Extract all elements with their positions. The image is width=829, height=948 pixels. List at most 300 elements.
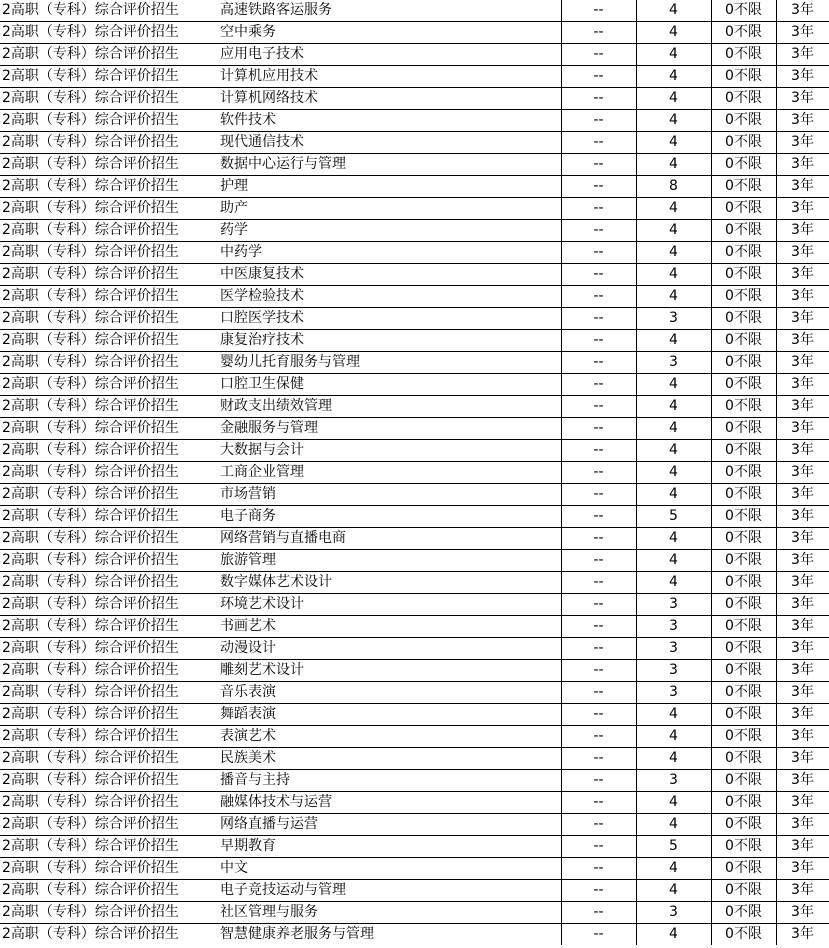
restriction-cell: 0不限 <box>711 418 776 440</box>
duration-cell: 3年 <box>776 770 829 792</box>
enrollment-type-cell: 2高职（专科）综合评价招生 <box>0 440 218 462</box>
restriction-cell: 0不限 <box>711 66 776 88</box>
major-name-cell: 婴幼儿托育服务与管理 <box>218 352 561 374</box>
subject-requirement-cell: -- <box>561 110 636 132</box>
table-row <box>0 748 829 770</box>
plan-count-cell: 8 <box>636 176 711 198</box>
plan-count-cell: 4 <box>636 66 711 88</box>
enrollment-type-cell: 2高职（专科）综合评价招生 <box>0 616 218 638</box>
plan-count-cell: 4 <box>636 726 711 748</box>
enrollment-type-cell: 2高职（专科）综合评价招生 <box>0 0 218 22</box>
major-name-cell: 药学 <box>218 220 561 242</box>
restriction-cell: 0不限 <box>711 572 776 594</box>
table-row <box>0 792 829 814</box>
plan-count-cell: 4 <box>636 924 711 946</box>
restriction-cell: 0不限 <box>711 308 776 330</box>
restriction-cell: 0不限 <box>711 594 776 616</box>
table-row <box>0 770 829 792</box>
enrollment-type-cell: 2高职（专科）综合评价招生 <box>0 154 218 176</box>
plan-count-cell: 5 <box>636 506 711 528</box>
plan-count-cell: 4 <box>636 220 711 242</box>
table-row <box>0 352 829 374</box>
table-row <box>0 924 829 946</box>
restriction-cell: 0不限 <box>711 330 776 352</box>
plan-count-cell: 3 <box>636 594 711 616</box>
restriction-cell: 0不限 <box>711 462 776 484</box>
table-row <box>0 396 829 418</box>
table-row <box>0 154 829 176</box>
enrollment-type-cell: 2高职（专科）综合评价招生 <box>0 726 218 748</box>
restriction-cell: 0不限 <box>711 858 776 880</box>
subject-requirement-cell: -- <box>561 264 636 286</box>
restriction-cell: 0不限 <box>711 88 776 110</box>
duration-cell: 3年 <box>776 726 829 748</box>
duration-cell: 3年 <box>776 330 829 352</box>
enrollment-type-cell: 2高职（专科）综合评价招生 <box>0 198 218 220</box>
table-row <box>0 704 829 726</box>
duration-cell: 3年 <box>776 242 829 264</box>
subject-requirement-cell: -- <box>561 0 636 22</box>
enrollment-type-cell: 2高职（专科）综合评价招生 <box>0 594 218 616</box>
plan-count-cell: 4 <box>636 418 711 440</box>
restriction-cell: 0不限 <box>711 726 776 748</box>
table-row <box>0 638 829 660</box>
enrollment-type-cell: 2高职（专科）综合评价招生 <box>0 902 218 924</box>
table-row <box>0 132 829 154</box>
table-row <box>0 44 829 66</box>
subject-requirement-cell: -- <box>561 308 636 330</box>
duration-cell: 3年 <box>776 528 829 550</box>
plan-count-cell: 4 <box>636 462 711 484</box>
subject-requirement-cell: -- <box>561 836 636 858</box>
plan-count-cell: 4 <box>636 242 711 264</box>
table-row <box>0 858 829 880</box>
major-name-cell: 数据中心运行与管理 <box>218 154 561 176</box>
duration-cell: 3年 <box>776 286 829 308</box>
duration-cell: 3年 <box>776 418 829 440</box>
table-row <box>0 264 829 286</box>
table-row <box>0 440 829 462</box>
subject-requirement-cell: -- <box>561 66 636 88</box>
subject-requirement-cell: -- <box>561 572 636 594</box>
table-row <box>0 682 829 704</box>
restriction-cell: 0不限 <box>711 154 776 176</box>
subject-requirement-cell: -- <box>561 660 636 682</box>
restriction-cell: 0不限 <box>711 374 776 396</box>
table-row <box>0 242 829 264</box>
restriction-cell: 0不限 <box>711 220 776 242</box>
table-row <box>0 660 829 682</box>
major-name-cell: 现代通信技术 <box>218 132 561 154</box>
enrollment-type-cell: 2高职（专科）综合评价招生 <box>0 132 218 154</box>
restriction-cell: 0不限 <box>711 440 776 462</box>
duration-cell: 3年 <box>776 748 829 770</box>
duration-cell: 3年 <box>776 858 829 880</box>
subject-requirement-cell: -- <box>561 132 636 154</box>
subject-requirement-cell: -- <box>561 198 636 220</box>
major-name-cell: 播音与主持 <box>218 770 561 792</box>
subject-requirement-cell: -- <box>561 154 636 176</box>
major-name-cell: 口腔卫生保健 <box>218 374 561 396</box>
plan-count-cell: 3 <box>636 660 711 682</box>
major-name-cell: 电子商务 <box>218 506 561 528</box>
plan-count-cell: 4 <box>636 264 711 286</box>
table-row <box>0 836 829 858</box>
plan-count-cell: 4 <box>636 374 711 396</box>
duration-cell: 3年 <box>776 594 829 616</box>
plan-count-cell: 4 <box>636 110 711 132</box>
major-name-cell: 中医康复技术 <box>218 264 561 286</box>
restriction-cell: 0不限 <box>711 550 776 572</box>
plan-count-cell: 3 <box>636 902 711 924</box>
major-name-cell: 雕刻艺术设计 <box>218 660 561 682</box>
subject-requirement-cell: -- <box>561 704 636 726</box>
subject-requirement-cell: -- <box>561 330 636 352</box>
restriction-cell: 0不限 <box>711 506 776 528</box>
duration-cell: 3年 <box>776 550 829 572</box>
enrollment-type-cell: 2高职（专科）综合评价招生 <box>0 462 218 484</box>
subject-requirement-cell: -- <box>561 352 636 374</box>
plan-count-cell: 5 <box>636 836 711 858</box>
major-name-cell: 中药学 <box>218 242 561 264</box>
restriction-cell: 0不限 <box>711 638 776 660</box>
plan-count-cell: 4 <box>636 484 711 506</box>
table-row <box>0 176 829 198</box>
subject-requirement-cell: -- <box>561 462 636 484</box>
major-name-cell: 助产 <box>218 198 561 220</box>
restriction-cell: 0不限 <box>711 22 776 44</box>
table-row <box>0 506 829 528</box>
plan-count-cell: 3 <box>636 770 711 792</box>
table-row <box>0 462 829 484</box>
table-row <box>0 814 829 836</box>
duration-cell: 3年 <box>776 880 829 902</box>
subject-requirement-cell: -- <box>561 242 636 264</box>
major-name-cell: 计算机网络技术 <box>218 88 561 110</box>
enrollment-type-cell: 2高职（专科）综合评价招生 <box>0 286 218 308</box>
major-name-cell: 中文 <box>218 858 561 880</box>
table-row <box>0 880 829 902</box>
enrollment-type-cell: 2高职（专科）综合评价招生 <box>0 44 218 66</box>
major-name-cell: 网络营销与直播电商 <box>218 528 561 550</box>
major-name-cell: 早期教育 <box>218 836 561 858</box>
plan-count-cell: 4 <box>636 44 711 66</box>
plan-count-cell: 4 <box>636 880 711 902</box>
enrollment-type-cell: 2高职（专科）综合评价招生 <box>0 396 218 418</box>
restriction-cell: 0不限 <box>711 682 776 704</box>
subject-requirement-cell: -- <box>561 484 636 506</box>
plan-count-cell: 4 <box>636 572 711 594</box>
enrollment-type-cell: 2高职（专科）综合评价招生 <box>0 176 218 198</box>
restriction-cell: 0不限 <box>711 814 776 836</box>
duration-cell: 3年 <box>776 176 829 198</box>
major-name-cell: 口腔医学技术 <box>218 308 561 330</box>
subject-requirement-cell: -- <box>561 880 636 902</box>
subject-requirement-cell: -- <box>561 638 636 660</box>
subject-requirement-cell: -- <box>561 858 636 880</box>
restriction-cell: 0不限 <box>711 132 776 154</box>
restriction-cell: 0不限 <box>711 264 776 286</box>
table-row <box>0 374 829 396</box>
major-name-cell: 环境艺术设计 <box>218 594 561 616</box>
enrollment-type-cell: 2高职（专科）综合评价招生 <box>0 330 218 352</box>
enrollment-type-cell: 2高职（专科）综合评价招生 <box>0 836 218 858</box>
major-name-cell: 旅游管理 <box>218 550 561 572</box>
plan-count-cell: 4 <box>636 858 711 880</box>
major-name-cell: 护理 <box>218 176 561 198</box>
major-name-cell: 空中乘务 <box>218 22 561 44</box>
duration-cell: 3年 <box>776 506 829 528</box>
subject-requirement-cell: -- <box>561 726 636 748</box>
restriction-cell: 0不限 <box>711 484 776 506</box>
enrollment-type-cell: 2高职（专科）综合评价招生 <box>0 352 218 374</box>
table-row <box>0 594 829 616</box>
plan-count-cell: 4 <box>636 22 711 44</box>
subject-requirement-cell: -- <box>561 792 636 814</box>
duration-cell: 3年 <box>776 902 829 924</box>
major-name-cell: 金融服务与管理 <box>218 418 561 440</box>
major-name-cell: 工商企业管理 <box>218 462 561 484</box>
table-row <box>0 616 829 638</box>
table-row <box>0 220 829 242</box>
table-row <box>0 110 829 132</box>
restriction-cell: 0不限 <box>711 748 776 770</box>
subject-requirement-cell: -- <box>561 286 636 308</box>
plan-count-cell: 4 <box>636 88 711 110</box>
enrollment-type-cell: 2高职（专科）综合评价招生 <box>0 264 218 286</box>
restriction-cell: 0不限 <box>711 176 776 198</box>
plan-count-cell: 4 <box>636 440 711 462</box>
major-name-cell: 高速铁路客运服务 <box>218 0 561 22</box>
table-row <box>0 484 829 506</box>
major-name-cell: 民族美术 <box>218 748 561 770</box>
duration-cell: 3年 <box>776 638 829 660</box>
major-name-cell: 音乐表演 <box>218 682 561 704</box>
major-name-cell: 市场营销 <box>218 484 561 506</box>
subject-requirement-cell: -- <box>561 176 636 198</box>
major-name-cell: 应用电子技术 <box>218 44 561 66</box>
restriction-cell: 0不限 <box>711 880 776 902</box>
table-row <box>0 550 829 572</box>
enrollment-type-cell: 2高职（专科）综合评价招生 <box>0 110 218 132</box>
duration-cell: 3年 <box>776 374 829 396</box>
plan-count-cell: 4 <box>636 550 711 572</box>
table-row <box>0 726 829 748</box>
restriction-cell: 0不限 <box>711 396 776 418</box>
subject-requirement-cell: -- <box>561 220 636 242</box>
major-name-cell: 智慧健康养老服务与管理 <box>218 924 561 946</box>
enrollment-type-cell: 2高职（专科）综合评价招生 <box>0 374 218 396</box>
subject-requirement-cell: -- <box>561 924 636 946</box>
major-name-cell: 社区管理与服务 <box>218 902 561 924</box>
duration-cell: 3年 <box>776 198 829 220</box>
enrollment-type-cell: 2高职（专科）综合评价招生 <box>0 242 218 264</box>
subject-requirement-cell: -- <box>561 418 636 440</box>
plan-count-cell: 4 <box>636 132 711 154</box>
enrollment-type-cell: 2高职（专科）综合评价招生 <box>0 484 218 506</box>
enrollment-type-cell: 2高职（专科）综合评价招生 <box>0 748 218 770</box>
plan-count-cell: 3 <box>636 638 711 660</box>
restriction-cell: 0不限 <box>711 924 776 946</box>
table-row <box>0 330 829 352</box>
subject-requirement-cell: -- <box>561 814 636 836</box>
plan-count-cell: 3 <box>636 682 711 704</box>
subject-requirement-cell: -- <box>561 528 636 550</box>
subject-requirement-cell: -- <box>561 550 636 572</box>
duration-cell: 3年 <box>776 814 829 836</box>
major-name-cell: 数字媒体艺术设计 <box>218 572 561 594</box>
duration-cell: 3年 <box>776 308 829 330</box>
duration-cell: 3年 <box>776 704 829 726</box>
duration-cell: 3年 <box>776 88 829 110</box>
plan-count-cell: 4 <box>636 396 711 418</box>
enrollment-type-cell: 2高职（专科）综合评价招生 <box>0 880 218 902</box>
duration-cell: 3年 <box>776 0 829 22</box>
restriction-cell: 0不限 <box>711 528 776 550</box>
enrollment-type-cell: 2高职（专科）综合评价招生 <box>0 220 218 242</box>
duration-cell: 3年 <box>776 660 829 682</box>
duration-cell: 3年 <box>776 484 829 506</box>
subject-requirement-cell: -- <box>561 902 636 924</box>
plan-count-cell: 4 <box>636 704 711 726</box>
table-row <box>0 198 829 220</box>
restriction-cell: 0不限 <box>711 704 776 726</box>
enrollment-type-cell: 2高职（专科）综合评价招生 <box>0 792 218 814</box>
major-name-cell: 计算机应用技术 <box>218 66 561 88</box>
subject-requirement-cell: -- <box>561 616 636 638</box>
duration-cell: 3年 <box>776 792 829 814</box>
restriction-cell: 0不限 <box>711 110 776 132</box>
enrollment-type-cell: 2高职（专科）综合评价招生 <box>0 858 218 880</box>
restriction-cell: 0不限 <box>711 836 776 858</box>
major-name-cell: 医学检验技术 <box>218 286 561 308</box>
enrollment-type-cell: 2高职（专科）综合评价招生 <box>2 926 179 942</box>
duration-cell: 3年 <box>776 264 829 286</box>
major-name-cell: 动漫设计 <box>218 638 561 660</box>
table-row <box>0 88 829 110</box>
subject-requirement-cell: -- <box>561 44 636 66</box>
table-row <box>0 308 829 330</box>
major-name-cell: 大数据与会计 <box>218 440 561 462</box>
major-name-cell: 书画艺术 <box>218 616 561 638</box>
enrollment-type-cell: 2高职（专科）综合评价招生 <box>0 418 218 440</box>
restriction-cell: 0不限 <box>711 0 776 22</box>
restriction-cell: 0不限 <box>711 352 776 374</box>
plan-count-cell: 4 <box>636 286 711 308</box>
enrollment-type-cell: 2高职（专科）综合评价招生 <box>0 22 218 44</box>
duration-cell: 3年 <box>776 132 829 154</box>
enrollment-type-cell: 2高职（专科）综合评价招生 <box>0 66 218 88</box>
subject-requirement-cell: -- <box>561 88 636 110</box>
duration-cell: 3年 <box>776 220 829 242</box>
table-row <box>0 66 829 88</box>
table-row <box>0 572 829 594</box>
restriction-cell: 0不限 <box>711 44 776 66</box>
duration-cell: 3年 <box>776 440 829 462</box>
enrollment-type-cell: 2高职（专科）综合评价招生 <box>0 814 218 836</box>
subject-requirement-cell: -- <box>561 396 636 418</box>
plan-count-cell: 4 <box>636 0 711 22</box>
subject-requirement-cell: -- <box>561 440 636 462</box>
enrollment-type-cell: 2高职（专科）综合评价招生 <box>0 308 218 330</box>
duration-cell: 3年 <box>776 616 829 638</box>
restriction-cell: 0不限 <box>711 198 776 220</box>
major-name-cell: 软件技术 <box>218 110 561 132</box>
table-row <box>0 418 829 440</box>
plan-count-cell: 4 <box>636 792 711 814</box>
major-name-cell: 舞蹈表演 <box>218 704 561 726</box>
table-row <box>0 902 829 924</box>
duration-cell: 3年 <box>776 154 829 176</box>
restriction-cell: 0不限 <box>711 242 776 264</box>
duration-cell: 3年 <box>776 682 829 704</box>
major-name-cell: 网络直播与运营 <box>218 814 561 836</box>
table-row <box>0 286 829 308</box>
subject-requirement-cell: -- <box>561 594 636 616</box>
duration-cell: 3年 <box>776 110 829 132</box>
duration-cell: 3年 <box>776 836 829 858</box>
enrollment-type-cell: 2高职（专科）综合评价招生 <box>0 550 218 572</box>
restriction-cell: 0不限 <box>711 792 776 814</box>
subject-requirement-cell: -- <box>561 748 636 770</box>
plan-count-cell: 3 <box>636 616 711 638</box>
restriction-cell: 0不限 <box>711 616 776 638</box>
major-name-cell: 康复治疗技术 <box>218 330 561 352</box>
enrollment-type-cell: 2高职（专科）综合评价招生 <box>0 506 218 528</box>
subject-requirement-cell: -- <box>561 682 636 704</box>
plan-count-cell: 3 <box>636 352 711 374</box>
major-name-cell: 财政支出绩效管理 <box>218 396 561 418</box>
enrollment-type-cell: 2高职（专科）综合评价招生 <box>0 660 218 682</box>
duration-cell: 3年 <box>776 352 829 374</box>
major-name-cell: 电子竞技运动与管理 <box>218 880 561 902</box>
major-name-cell: 融媒体技术与运营 <box>218 792 561 814</box>
enrollment-type-cell: 2高职（专科）综合评价招生 <box>0 682 218 704</box>
plan-count-cell: 3 <box>636 308 711 330</box>
subject-requirement-cell: -- <box>561 374 636 396</box>
plan-count-cell: 4 <box>636 528 711 550</box>
duration-cell: 3年 <box>776 44 829 66</box>
enrollment-type-cell: 2高职（专科）综合评价招生 <box>0 572 218 594</box>
subject-requirement-cell: -- <box>561 770 636 792</box>
duration-cell: 3年 <box>776 22 829 44</box>
duration-cell: 3年 <box>776 924 829 946</box>
enrollment-type-cell: 2高职（专科）综合评价招生 <box>0 88 218 110</box>
plan-count-cell: 4 <box>636 330 711 352</box>
enrollment-type-cell: 2高职（专科）综合评价招生 <box>0 528 218 550</box>
restriction-cell: 0不限 <box>711 660 776 682</box>
table-row <box>0 528 829 550</box>
major-name-cell: 表演艺术 <box>218 726 561 748</box>
enrollment-type-cell: 2高职（专科）综合评价招生 <box>0 638 218 660</box>
duration-cell: 3年 <box>776 396 829 418</box>
plan-count-cell: 4 <box>636 814 711 836</box>
table-row <box>0 0 829 22</box>
plan-count-cell: 4 <box>636 748 711 770</box>
table-row <box>0 22 829 44</box>
duration-cell: 3年 <box>776 66 829 88</box>
plan-count-cell: 4 <box>636 198 711 220</box>
duration-cell: 3年 <box>776 462 829 484</box>
restriction-cell: 0不限 <box>711 902 776 924</box>
plan-count-cell: 4 <box>636 154 711 176</box>
duration-cell: 3年 <box>776 572 829 594</box>
enrollment-type-cell: 2高职（专科）综合评价招生 <box>0 770 218 792</box>
restriction-cell: 0不限 <box>711 770 776 792</box>
subject-requirement-cell: -- <box>561 22 636 44</box>
restriction-cell: 0不限 <box>711 286 776 308</box>
subject-requirement-cell: -- <box>561 506 636 528</box>
